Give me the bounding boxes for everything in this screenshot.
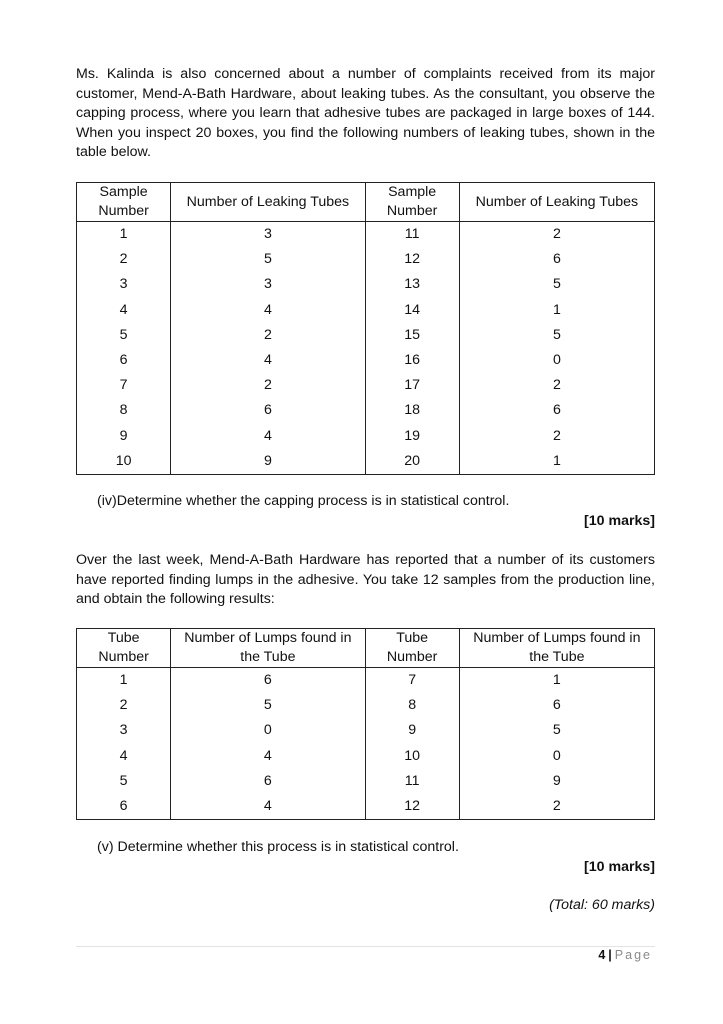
table-cell: 5 bbox=[77, 323, 171, 348]
marks-v: [10 marks] bbox=[584, 859, 655, 875]
table-row bbox=[77, 449, 655, 475]
table-row bbox=[77, 744, 655, 769]
table-cell: 2 bbox=[77, 247, 171, 272]
table-cell: 9 bbox=[77, 424, 171, 449]
table-cell: 5 bbox=[171, 693, 365, 718]
table-row bbox=[77, 769, 655, 794]
table-cell: 13 bbox=[365, 272, 459, 297]
column-header: Tube Number bbox=[365, 629, 459, 668]
table-cell: 8 bbox=[77, 398, 171, 423]
total-marks: (Total: 60 marks) bbox=[549, 897, 655, 913]
column-header: Number of Leaking Tubes bbox=[459, 183, 654, 222]
table-cell: 3 bbox=[77, 272, 171, 297]
table-cell: 1 bbox=[459, 298, 654, 323]
column-header: Tube Number bbox=[77, 629, 171, 668]
table-cell: 6 bbox=[77, 348, 171, 373]
table-cell: 2 bbox=[459, 424, 654, 449]
column-header: Number of Lumps found in the Tube bbox=[459, 629, 654, 668]
table-cell: 15 bbox=[365, 323, 459, 348]
table-row bbox=[77, 348, 655, 373]
table-cell: 0 bbox=[459, 744, 654, 769]
table-cell: 4 bbox=[171, 744, 365, 769]
table-cell: 12 bbox=[365, 794, 459, 820]
table-cell: 2 bbox=[171, 373, 365, 398]
table-cell: 6 bbox=[171, 668, 365, 694]
table-row bbox=[77, 668, 655, 694]
table-row bbox=[77, 398, 655, 423]
question-v: (v) Determine whether this process is in statistical control. bbox=[97, 839, 459, 855]
column-header: Sample Number bbox=[77, 183, 171, 222]
page-number: 4 bbox=[598, 948, 606, 962]
question-iv: (iv)Determine whether the capping process is in statistical control. bbox=[97, 493, 510, 509]
table-cell: 2 bbox=[77, 693, 171, 718]
table-cell: 9 bbox=[459, 769, 654, 794]
footer-separator: | bbox=[608, 948, 612, 962]
column-header: Number of Leaking Tubes bbox=[171, 183, 365, 222]
footer-divider bbox=[76, 946, 655, 947]
leaking-tubes-table bbox=[76, 182, 655, 475]
table-cell: 0 bbox=[171, 718, 365, 743]
table-cell: 16 bbox=[365, 348, 459, 373]
table-row bbox=[77, 373, 655, 398]
table-row bbox=[77, 693, 655, 718]
second-paragraph: Over the last week, Mend-A-Bath Hardware has reported that a number of its customers have reported finding lumps in the adhesive. You take 12 samples from the production line, and obtain the following results: bbox=[76, 552, 655, 607]
table-cell: 1 bbox=[459, 449, 654, 475]
table-cell: 5 bbox=[459, 718, 654, 743]
page-footer bbox=[598, 948, 652, 962]
marks-iv: [10 marks] bbox=[584, 513, 655, 529]
table-cell: 4 bbox=[171, 424, 365, 449]
table-cell: 20 bbox=[365, 449, 459, 475]
table-cell: 4 bbox=[77, 298, 171, 323]
table-cell: 1 bbox=[77, 222, 171, 248]
table-cell: 12 bbox=[365, 247, 459, 272]
table-cell: 4 bbox=[171, 794, 365, 820]
table-cell: 6 bbox=[459, 693, 654, 718]
table-header-row bbox=[77, 183, 655, 222]
table-header-row bbox=[77, 629, 655, 668]
table-cell: 3 bbox=[171, 272, 365, 297]
table-row bbox=[77, 298, 655, 323]
table-cell: 2 bbox=[171, 323, 365, 348]
table-cell: 2 bbox=[459, 373, 654, 398]
table-cell: 9 bbox=[171, 449, 365, 475]
table-cell: 6 bbox=[171, 398, 365, 423]
table-cell: 10 bbox=[77, 449, 171, 475]
table-row bbox=[77, 718, 655, 743]
table-cell: 1 bbox=[77, 668, 171, 694]
table-cell: 19 bbox=[365, 424, 459, 449]
table-cell: 2 bbox=[459, 222, 654, 248]
table-cell: 9 bbox=[365, 718, 459, 743]
table-row bbox=[77, 794, 655, 820]
table-cell: 11 bbox=[365, 769, 459, 794]
table-cell: 4 bbox=[171, 298, 365, 323]
table-cell: 5 bbox=[459, 323, 654, 348]
table-cell: 6 bbox=[77, 794, 171, 820]
table-cell: 4 bbox=[77, 744, 171, 769]
table-cell: 2 bbox=[459, 794, 654, 820]
table-cell: 18 bbox=[365, 398, 459, 423]
table-cell: 1 bbox=[459, 668, 654, 694]
table-cell: 5 bbox=[171, 247, 365, 272]
table-row bbox=[77, 323, 655, 348]
table-row bbox=[77, 222, 655, 248]
column-header: Number of Lumps found in the Tube bbox=[171, 629, 365, 668]
table-row bbox=[77, 424, 655, 449]
table-cell: 6 bbox=[171, 769, 365, 794]
table-cell: 10 bbox=[365, 744, 459, 769]
table-cell: 3 bbox=[77, 718, 171, 743]
table-cell: 4 bbox=[171, 348, 365, 373]
column-header: Sample Number bbox=[365, 183, 459, 222]
table-cell: 6 bbox=[459, 247, 654, 272]
table-cell: 8 bbox=[365, 693, 459, 718]
table-cell: 14 bbox=[365, 298, 459, 323]
table-row bbox=[77, 272, 655, 297]
table-row bbox=[77, 247, 655, 272]
lumps-table bbox=[76, 628, 655, 820]
intro-paragraph: Ms. Kalinda is also concerned about a number of complaints received from its major customer, Mend-A-Bath Hardware, about leaking tubes. As the consultant, you observe the capping process, where you learn that adhesive tubes are packaged in large boxes of 144. When you inspect 20 boxes, you find the following numbers of leaking tubes, shown in the table below. bbox=[76, 66, 655, 160]
table-cell: 6 bbox=[459, 398, 654, 423]
page-label: Page bbox=[614, 948, 652, 962]
table-cell: 7 bbox=[77, 373, 171, 398]
table-cell: 7 bbox=[365, 668, 459, 694]
table-cell: 0 bbox=[459, 348, 654, 373]
table-cell: 3 bbox=[171, 222, 365, 248]
table-cell: 11 bbox=[365, 222, 459, 248]
table-cell: 17 bbox=[365, 373, 459, 398]
table-cell: 5 bbox=[77, 769, 171, 794]
table-cell: 5 bbox=[459, 272, 654, 297]
